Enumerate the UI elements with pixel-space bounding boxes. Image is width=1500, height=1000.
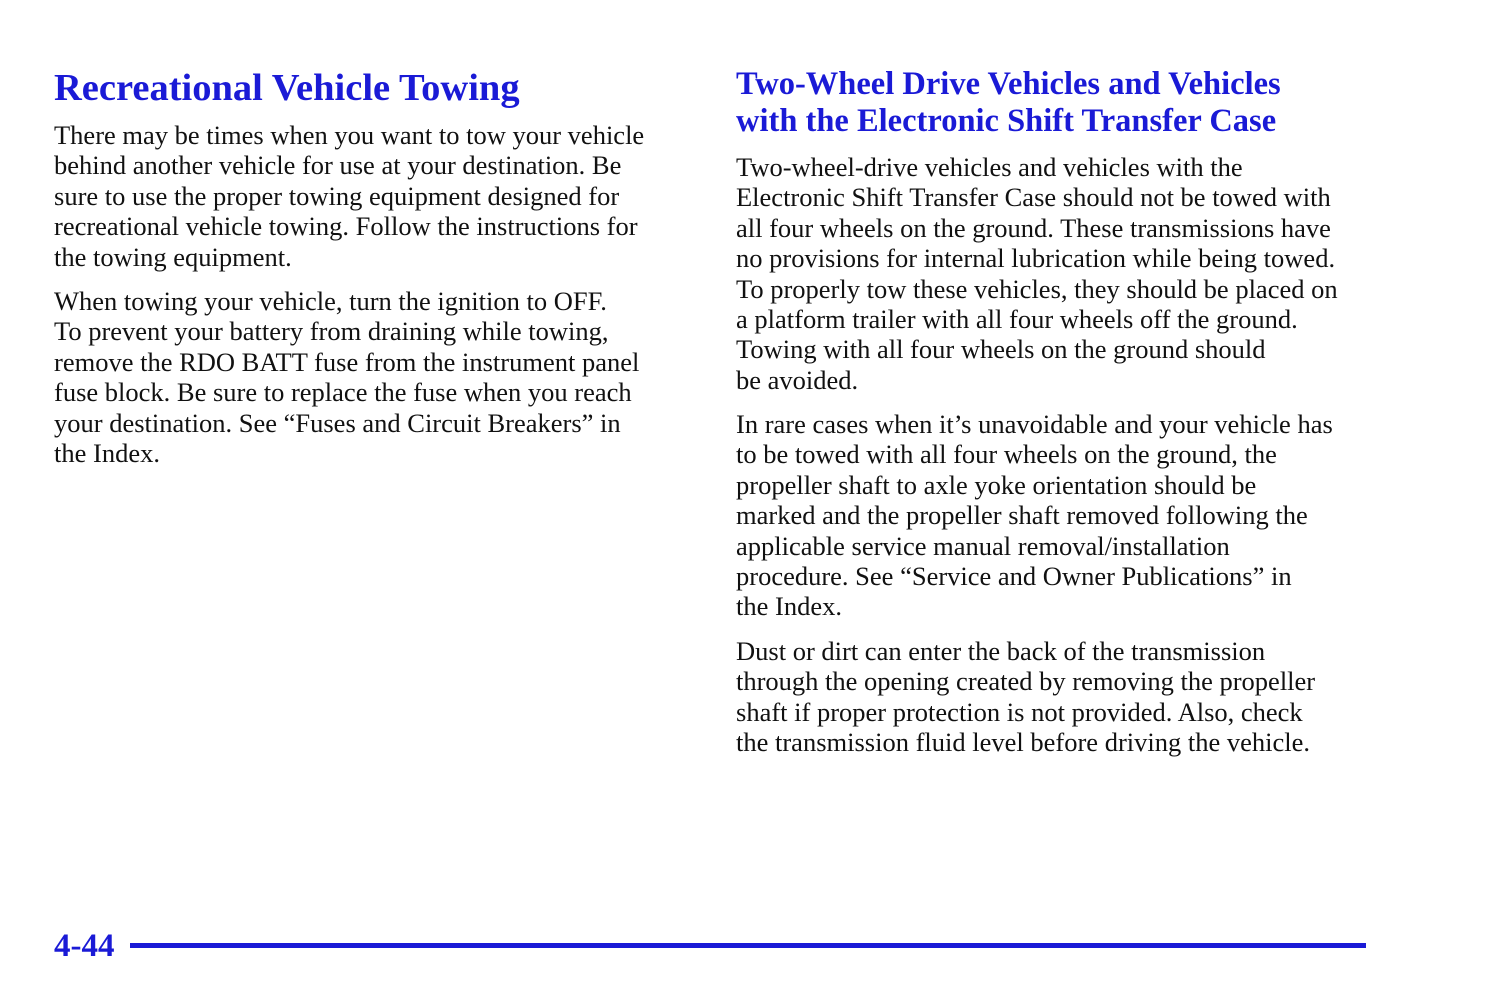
text-line: To prevent your battery from draining while towing, xyxy=(54,316,609,347)
right-paragraph-3 xyxy=(736,636,1315,758)
text-line: your destination. See “Fuses and Circuit Breakers” in xyxy=(54,407,621,438)
heading-line: Two-Wheel Drive Vehicles and Vehicles xyxy=(736,66,1281,102)
sub-heading-two-wheel-drive xyxy=(736,66,1281,140)
text-line: be avoided. xyxy=(736,364,859,395)
heading-line: with the Electronic Shift Transfer Case xyxy=(736,103,1277,139)
text-line: Dust or dirt can enter the back of the transmission xyxy=(736,636,1266,666)
text-line: marked and the propeller shaft removed following the xyxy=(736,500,1308,531)
text-line: sure to use the proper towing equipment designed for xyxy=(54,180,620,211)
text-line: all four wheels on the ground. These transmissions have xyxy=(736,212,1331,243)
text-line: no provisions for internal lubrication while being towed. xyxy=(736,243,1336,274)
text-line: Towing with all four wheels on the ground should xyxy=(736,334,1266,365)
text-line: procedure. See “Service and Owner Publications” in xyxy=(736,561,1292,592)
text-line: the Index. xyxy=(736,591,842,622)
text-line: the towing equipment. xyxy=(54,241,292,272)
text-line: the transmission fluid level before driving the vehicle. xyxy=(736,727,1311,758)
text-line: fuse block. Be sure to replace the fuse when you reach xyxy=(54,377,632,408)
text-line: applicable service manual removal/installation xyxy=(736,530,1230,561)
page-footer xyxy=(54,926,1366,966)
text-line: behind another vehicle for use at your destination. Be xyxy=(54,150,622,181)
text-line: Two-wheel-drive vehicles and vehicles with the xyxy=(736,152,1243,182)
text-line: propeller shaft to axle yoke orientation should be xyxy=(736,469,1257,500)
text-line: To properly tow these vehicles, they should be placed on xyxy=(736,273,1338,304)
text-line: Electronic Shift Transfer Case should not be towed with xyxy=(736,182,1331,213)
text-line: to be towed with all four wheels on the ground, the xyxy=(736,439,1277,470)
page-number: 4-44 xyxy=(54,928,115,964)
text-line: remove the RDO BATT fuse from the instrument panel xyxy=(54,346,640,377)
text-line: a platform trailer with all four wheels off the ground. xyxy=(736,304,1298,335)
right-paragraph-1 xyxy=(736,152,1338,395)
right-paragraph-2 xyxy=(736,409,1333,622)
section-heading-rv-towing: Recreational Vehicle Towing xyxy=(54,67,520,109)
text-line: In rare cases when it’s unavoidable and your vehicle has xyxy=(736,409,1333,439)
text-line: recreational vehicle towing. Follow the instructions for xyxy=(54,211,638,242)
text-line: the Index. xyxy=(54,438,160,469)
footer-rule xyxy=(130,943,1366,948)
text-line: When towing your vehicle, turn the ignition to OFF. xyxy=(54,286,607,316)
left-paragraph-2 xyxy=(54,286,639,468)
text-line: shaft if proper protection is not provided. Also, check xyxy=(736,696,1303,727)
text-line: through the opening created by removing the propeller xyxy=(736,666,1316,697)
text-line: There may be times when you want to tow your vehicle xyxy=(54,120,645,150)
left-paragraph-1 xyxy=(54,120,644,272)
